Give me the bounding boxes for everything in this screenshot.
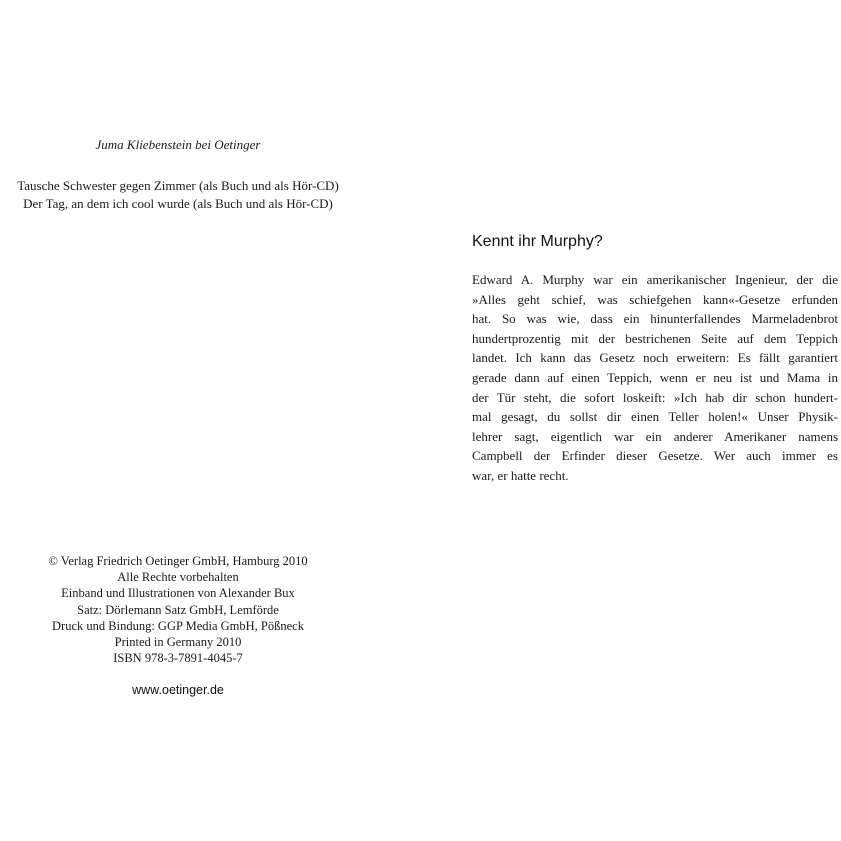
isbn-line: ISBN 978-3-7891-4045-7 xyxy=(113,651,243,666)
chapter-title: Kennt ihr Murphy? xyxy=(472,233,603,250)
body-line: lehrer sagt, eigentlich war ein anderer Amerikaner namens xyxy=(472,428,838,444)
body-line: »Alles geht schief, was schiefgehen kann«-Gesetze erfunden xyxy=(472,291,838,307)
book-title: Der Tag, an dem ich cool wurde (als Buch und als Hör-CD) xyxy=(23,196,333,211)
typesetting-credit: Satz: Dörlemann Satz GmbH, Lemförde xyxy=(77,602,279,617)
printing-credit: Druck und Bindung: GGP Media GmbH, Pößneck xyxy=(52,618,304,633)
printed-in-line: Printed in Germany 2010 xyxy=(114,635,242,650)
chapter-body xyxy=(472,270,838,486)
imprint-block xyxy=(0,553,356,666)
body-line: gerade dann auf einen Teppich, wenn er neu ist und Mama in xyxy=(472,369,838,385)
left-page xyxy=(0,0,420,841)
rights-line: Alle Rechte vorbehalten xyxy=(117,570,239,585)
body-line: mal gesagt, du sollst dir einen Teller holen!« Unser Physik- xyxy=(472,409,838,425)
website-link[interactable]: www.oetinger.de xyxy=(132,683,224,697)
author-heading: Juma Kliebenstein bei Oetinger xyxy=(95,137,261,152)
copyright-line: © Verlag Friedrich Oetinger GmbH, Hamburg 2010 xyxy=(48,554,308,568)
illustration-credit: Einband und Illustrationen von Alexander Bux xyxy=(61,586,295,601)
body-line: Edward A. Murphy war ein amerikanischer Ingenieur, der die xyxy=(472,272,838,287)
body-line: war, er hatte recht. xyxy=(472,467,569,483)
right-page xyxy=(420,0,841,841)
body-line: landet. Ich kann das Gesetz noch erweitern: Es fällt garantiert xyxy=(472,350,838,366)
body-line: hat. So was wie, dass ein hinunterfallendes Marmeladenbrot xyxy=(472,311,838,327)
book-list xyxy=(0,177,356,213)
body-line: Campbell der Erfinder dieser Gesetze. Wer auch immer es xyxy=(472,448,838,464)
body-line: der Tür steht, die sofort loskeift: »Ich hab dir schon hundert- xyxy=(472,389,838,405)
body-line: hundertprozentig mit der bestrichenen Seite auf dem Teppich xyxy=(472,330,838,346)
book-title: Tausche Schwester gegen Zimmer (als Buch und als Hör-CD) xyxy=(17,178,339,193)
